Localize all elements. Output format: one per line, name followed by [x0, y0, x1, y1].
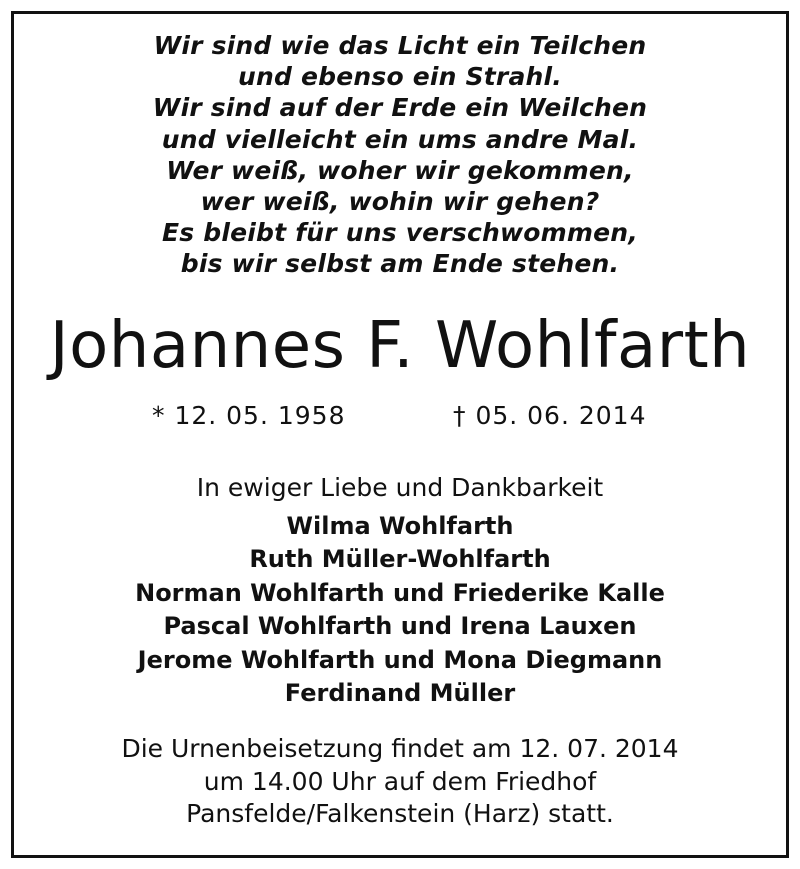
mourner-name: Ruth Müller-Wohlfarth: [249, 545, 551, 574]
poem-line: Wer weiß, woher wir gekommen,: [166, 155, 634, 185]
poem: [0, 30, 800, 280]
mourner-name: Pascal Wohlfarth und Irena Lauxen: [163, 612, 637, 641]
deceased-name: Johannes F. Wohlfarth: [49, 309, 751, 383]
birth-date: * 12. 05. 1958: [152, 401, 346, 430]
poem-line: Es bleibt für uns verschwommen,: [162, 218, 638, 248]
poem-line: und vielleicht ein ums andre Mal.: [161, 124, 639, 154]
poem-line: Wir sind wie das Licht ein Teilchen: [153, 31, 647, 60]
burial-notice-line: um 14.00 Uhr auf dem Friedhof: [203, 766, 597, 796]
mourner-name: Wilma Wohlfarth: [286, 512, 514, 540]
mourners-list: [0, 510, 800, 710]
burial-notice: [0, 733, 800, 831]
mourner-name: Norman Wohlfarth und Friederike Kalle: [135, 578, 665, 607]
poem-line: bis wir selbst am Ende stehen.: [180, 249, 620, 279]
burial-notice-line: Die Urnenbeisetzung findet am 12. 07. 2014: [121, 734, 679, 763]
burial-notice-line: Pansfelde/Falkenstein (Harz) statt.: [186, 799, 614, 828]
mourner-name: Jerome Wohlfarth und Mona Diegmann: [137, 645, 663, 674]
poem-line: wer weiß, wohin wir gehen?: [200, 187, 600, 217]
poem-line: und ebenso ein Strahl.: [237, 62, 562, 92]
mourner-name: Ferdinand Müller: [284, 679, 516, 708]
death-date: † 05. 06. 2014: [453, 401, 647, 430]
poem-line: Wir sind auf der Erde ein Weilchen: [152, 93, 648, 123]
dedication-line: In ewiger Liebe und Dankbarkeit: [196, 473, 604, 502]
